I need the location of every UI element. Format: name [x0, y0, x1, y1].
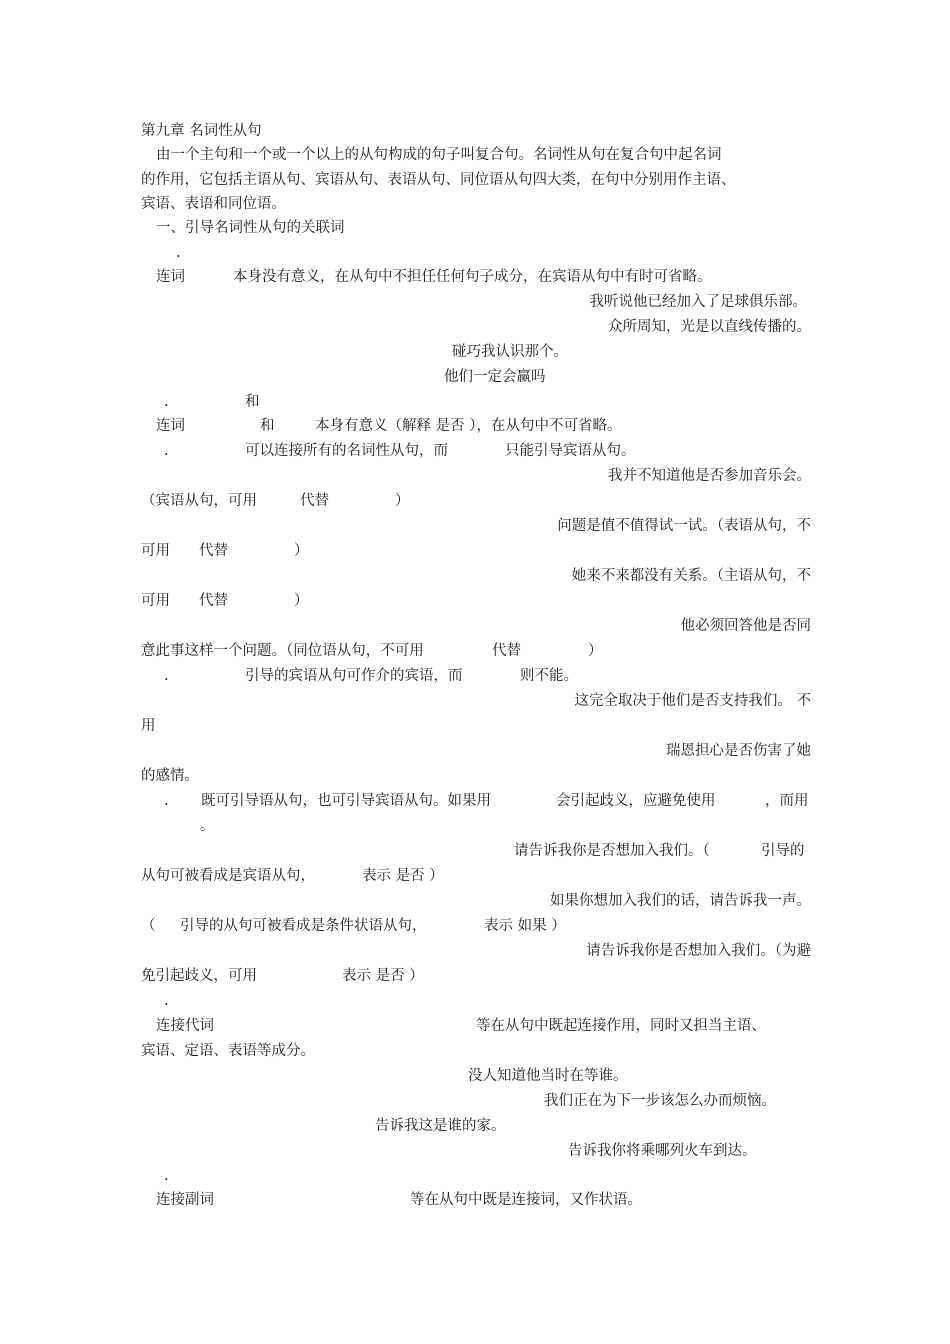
example-line: 的感情。 [141, 768, 199, 784]
example-note: 代替 [199, 543, 228, 559]
example-line: 告诉我你将乘哪列火车到达。 [568, 1143, 757, 1159]
example-line: 问题是值不值得试一试。（表语从句，不 [557, 518, 811, 534]
example-line: 他们一定会赢吗 [444, 369, 546, 385]
example-line: 请告诉我你是否想加入我们。（ [514, 843, 710, 859]
example-note: ） [395, 493, 410, 509]
example-note: 表示 如果 ） [484, 918, 566, 934]
example-line: 他必须回答他是否同 [680, 618, 811, 634]
example-note: 可用 [141, 543, 170, 559]
ifw-heading: 连词 [156, 418, 185, 434]
example-note: ） [294, 543, 309, 559]
example-note: 表示 是否 ） [342, 968, 424, 984]
example-line: 如果你想加入我们的话，请告诉我一声。 [550, 893, 811, 909]
that-description: 本身没有意义，在从句中不担任任何句子成分，在宾语从句中有时可省略。 [233, 269, 712, 285]
example-line: 她来不来都没有关系。（主语从句，不 [571, 568, 811, 584]
pronoun-heading: 连接代词 [156, 1018, 214, 1034]
intro-line-2: 的作用，它包括主语从句、宾语从句、表语从句、同位语从句四大类，在句中分别用作主语、 [141, 172, 736, 188]
item-dot: . [164, 1168, 169, 1184]
example-line: 告诉我这是谁的家。 [375, 1118, 506, 1134]
item-dot: . [176, 245, 181, 261]
example-line: 没人知道他当时在等谁。 [468, 1068, 628, 1084]
item-text: 和 [260, 418, 275, 434]
item-text: 会引起歧义，应避免使用 [556, 793, 716, 809]
example-line: 用 [141, 718, 156, 734]
item-text: 引导的宾语从句可作介的宾语，而 [245, 668, 463, 684]
example-line: 请告诉我你是否想加入我们。（为避 [586, 943, 811, 959]
pronoun-description: 等在从句中既起连接作用，同时又担当主语、 [476, 1018, 766, 1034]
item-text: 既可引导语从句，也可引导宾语从句。如果用 [201, 793, 491, 809]
item-dot: . [164, 993, 169, 1009]
adverb-description: 等在从句中既是连接词，又作状语。 [410, 1192, 642, 1208]
item-text: 和 [245, 394, 260, 410]
example-line: 我们正在为下一步该怎么办而烦恼。 [544, 1093, 776, 1109]
example-note: 代替 [199, 593, 228, 609]
example-line: 众所周知，光是以直线传播的。 [608, 319, 811, 335]
adverb-heading: 连接副词 [156, 1192, 214, 1208]
example-line: 瑞恩担心是否伤害了她 [666, 743, 811, 759]
pronoun-description: 宾语、定语、表语等成分。 [141, 1043, 315, 1059]
example-note: 代替 [492, 643, 521, 659]
example-note: （宾语从句，可用 [141, 493, 257, 509]
item-dot: . [164, 793, 169, 809]
example-line: 引导的 [761, 843, 805, 859]
item-text: 则不能。 [520, 668, 578, 684]
that-heading: 连词 [156, 269, 185, 285]
item-dot: . [164, 668, 169, 684]
item-text: 只能引导宾语从句。 [505, 443, 636, 459]
intro-line-1: 由一个主句和一个或一个以上的从句构成的句子叫复合句。名词性从句在复合句中起名词 [156, 147, 722, 163]
example-line: 碰巧我认识那个。 [452, 344, 568, 360]
ifw-description: 本身有意义（解释 是否 ），在从句中不可省略。 [315, 418, 622, 434]
example-note: ） [294, 593, 309, 609]
item-dot: . [164, 443, 169, 459]
item-dot: . [164, 394, 169, 410]
example-note: 代替 [300, 493, 329, 509]
example-note: 免引起歧义，可用 [141, 968, 257, 984]
item-text: 可以连接所有的名词性从句，而 [245, 443, 448, 459]
example-note: 从句可被看成是宾语从句， [141, 868, 315, 884]
intro-line-3: 宾语、表语和同位语。 [141, 196, 286, 212]
example-note: 意此事这样一个问题。（同位语从句，不可用 [141, 643, 424, 659]
example-line: 我听说他已经加入了足球俱乐部。 [589, 294, 807, 310]
example-note: （ [141, 918, 156, 934]
example-line: 我并不知道他是否参加音乐会。 [608, 468, 811, 484]
chapter-title: 第九章 名词性从句 [141, 123, 262, 139]
example-note: 引导的从句可被看成是条件状语从句， [180, 918, 427, 934]
example-note: ） [588, 643, 603, 659]
item-text: ，而用 [765, 793, 809, 809]
example-line: 这完全取决于他们是否支持我们。 不 [574, 693, 811, 709]
item-text: 。 [200, 818, 215, 834]
section-heading: 一、引导名词性从句的关联词 [156, 220, 345, 236]
example-note: 表示 是否 ） [362, 868, 444, 884]
example-note: 可用 [141, 593, 170, 609]
